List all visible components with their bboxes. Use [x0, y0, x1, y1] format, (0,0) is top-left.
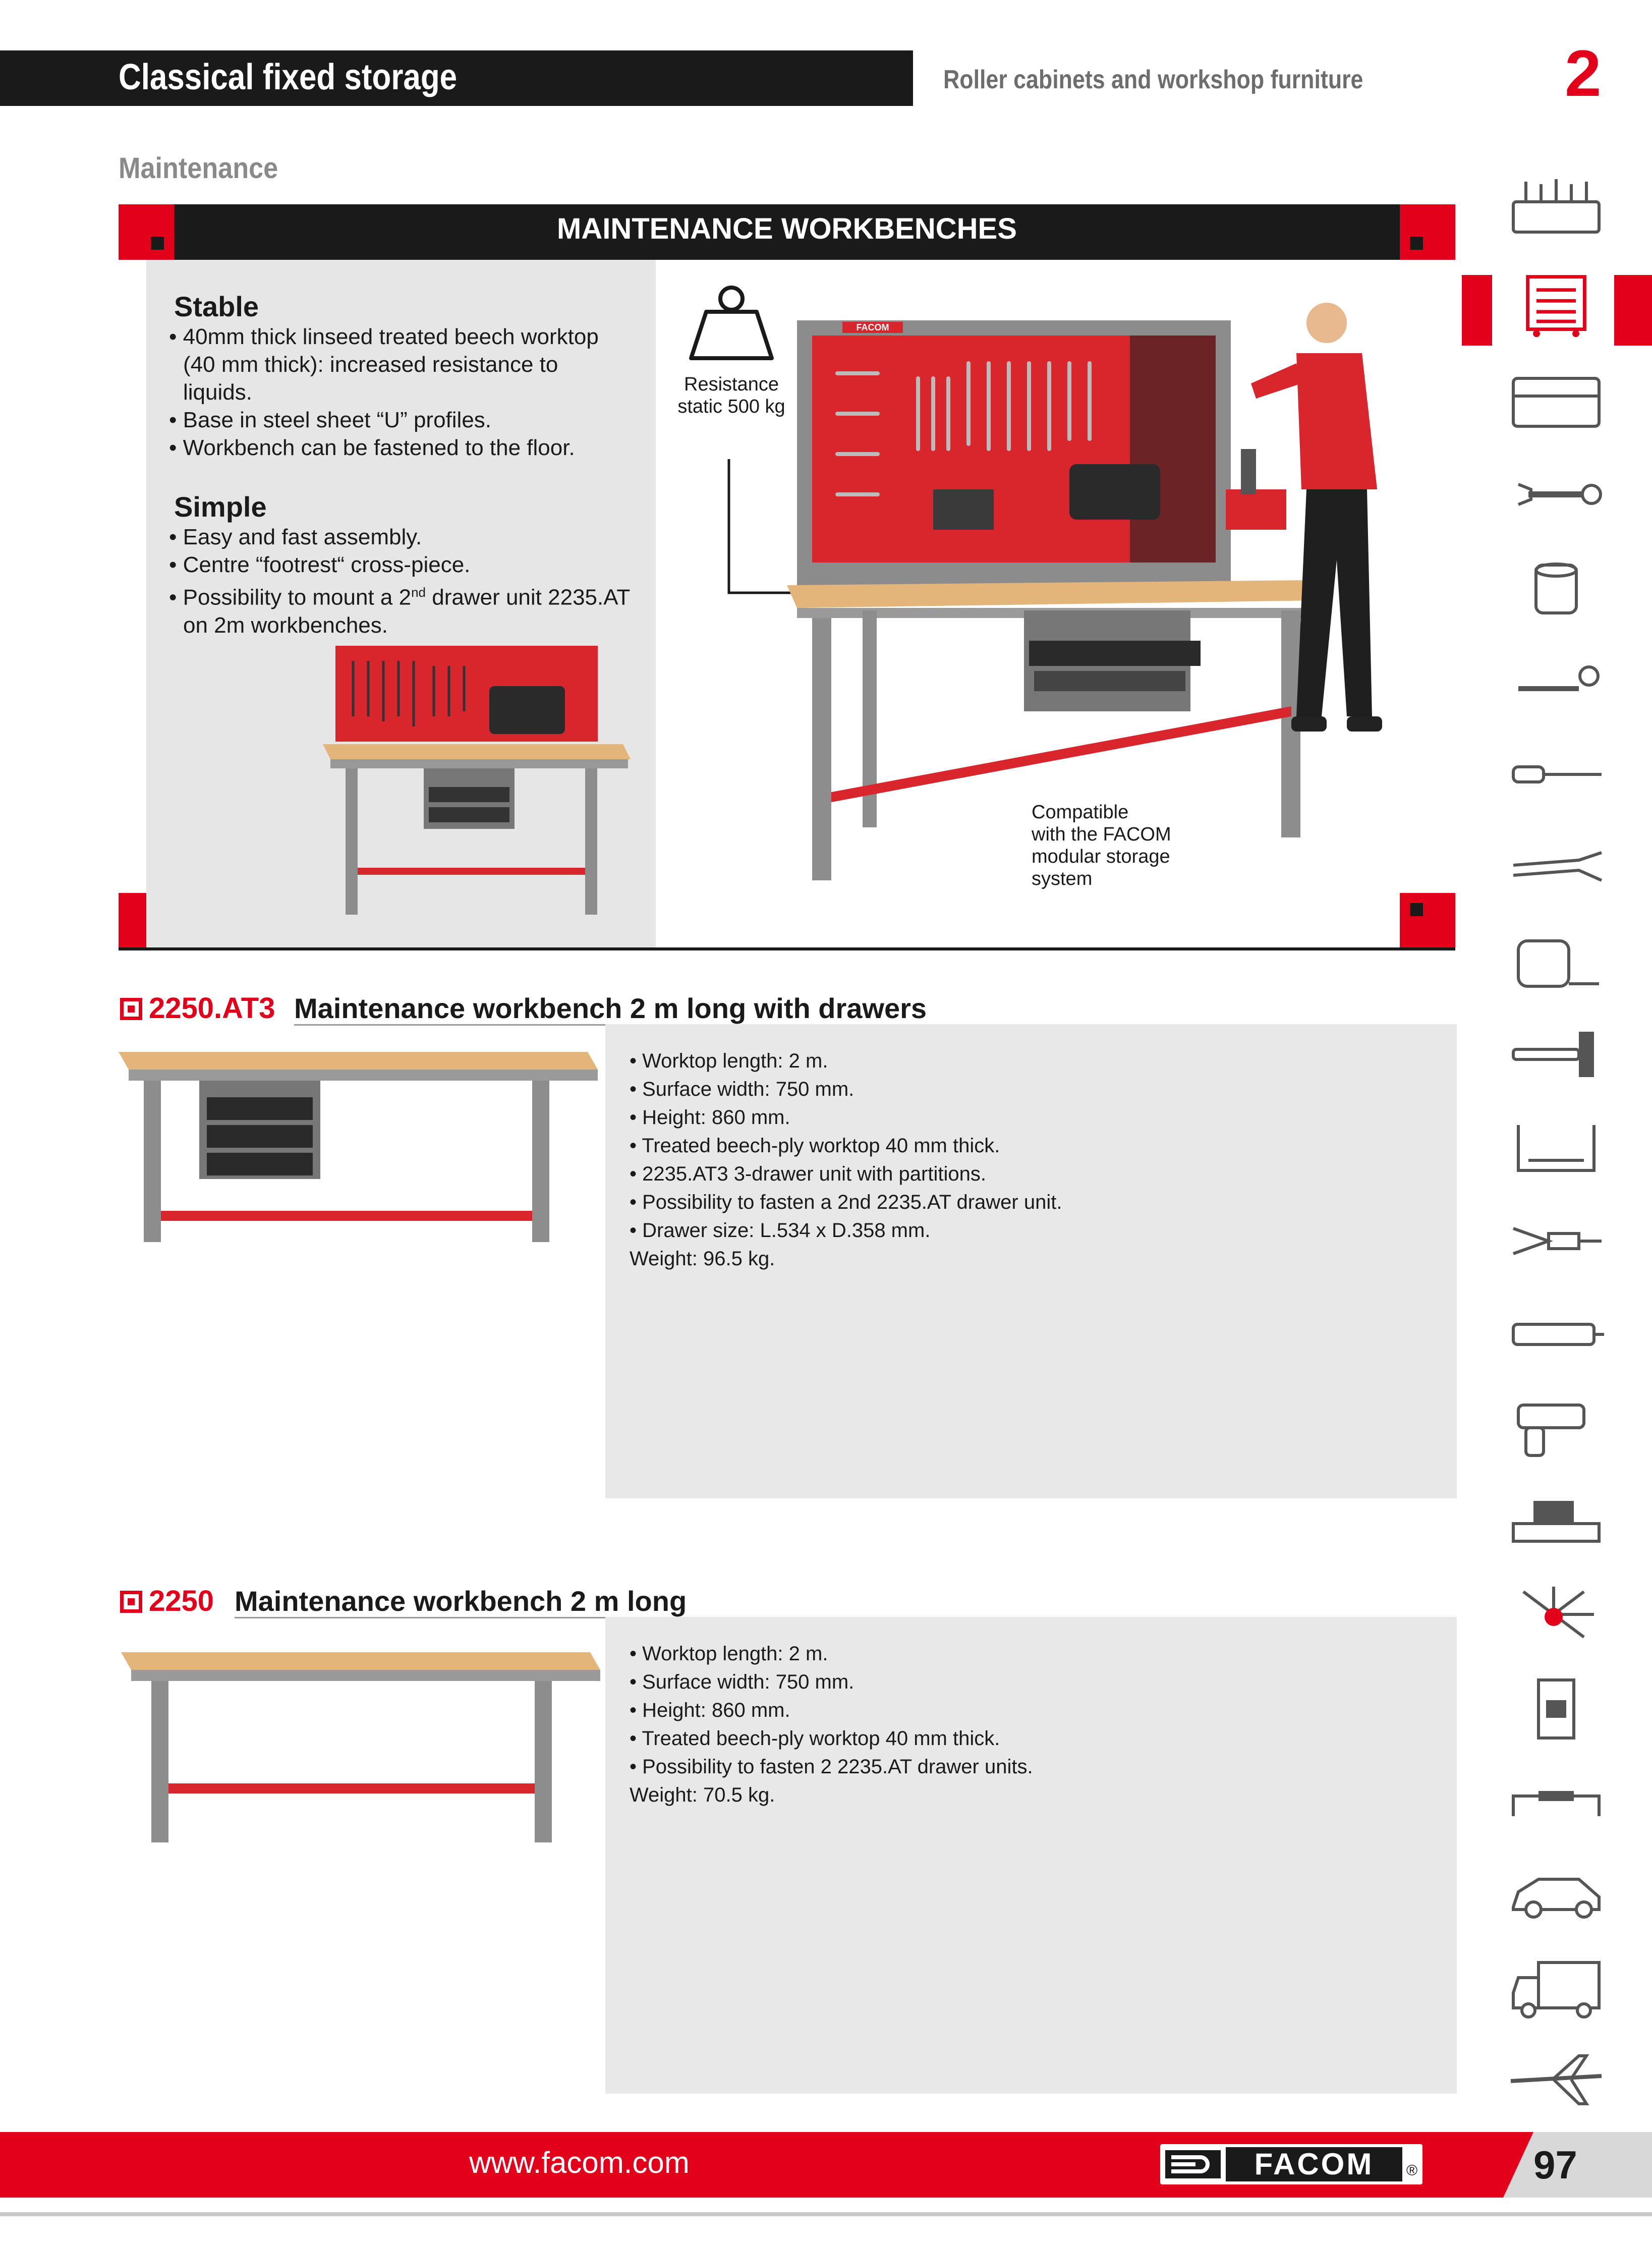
side-marker [1614, 275, 1652, 346]
product-bullet-icon [120, 1591, 142, 1613]
product-image-2250 [116, 1647, 600, 1849]
spec-item: Weight: 96.5 kg. [630, 1248, 775, 1270]
hacksaw-icon[interactable] [1503, 1115, 1609, 1181]
simple-heading: Simple [174, 491, 267, 523]
product-ref: 2250 [149, 1585, 214, 1617]
simple-list [169, 523, 633, 639]
product-bullet-icon [120, 998, 142, 1020]
list-item: • Base in steel sheet “U” profiles. [169, 408, 492, 432]
page-subtitle: Roller cabinets and workshop furniture [943, 65, 1363, 94]
spec-item: • Height: 860 mm. [630, 1699, 790, 1721]
truck-icon[interactable] [1503, 1955, 1609, 2021]
spec-item: • Possibility to fasten 2 2235.AT drawer units. [630, 1756, 1033, 1778]
impact-wrench-icon[interactable] [1503, 1395, 1609, 1461]
facom-wordmark: FACOM [1226, 2147, 1402, 2181]
registered-mark: ® [1406, 2162, 1418, 2179]
spec-item: • Treated beech-ply worktop 40 mm thick. [630, 1727, 1000, 1750]
weight-icon [686, 283, 777, 373]
product-image-2250-at3 [113, 1047, 598, 1249]
spec-item: • Treated beech-ply worktop 40 mm thick. [630, 1135, 1000, 1157]
spec-item: • Height: 860 mm. [630, 1106, 790, 1129]
stable-list [169, 323, 633, 462]
panel-brand-label: FACOM [856, 322, 889, 332]
stable-heading: Stable [174, 291, 259, 322]
list-item: • Easy and fast assembly. [169, 525, 422, 549]
ratchet-icon[interactable] [1503, 648, 1609, 714]
side-marker [1462, 275, 1492, 346]
spec-item: • Surface width: 750 mm. [630, 1671, 855, 1693]
toolbox-icon[interactable] [1503, 174, 1609, 240]
feature-bottom-rule [119, 947, 1455, 950]
small-workbench-image [323, 641, 646, 923]
spec-item: • Worktop length: 2 m. [630, 1643, 828, 1665]
plane-icon[interactable] [1503, 2048, 1609, 2114]
section-label: Maintenance [119, 152, 278, 185]
wrench-icon[interactable] [1503, 462, 1609, 527]
safety-icon[interactable] [1503, 1582, 1609, 1647]
spec-item: • Surface width: 750 mm. [630, 1078, 855, 1100]
socket-icon[interactable] [1503, 555, 1609, 621]
facom-logo-mark-icon [1165, 2150, 1221, 2178]
product-title: Maintenance workbench 2 m long with drawers [294, 992, 927, 1024]
page-number: 97 [1533, 2143, 1577, 2187]
page-title: Classical fixed storage [119, 57, 458, 97]
spec-item: • 2235.AT3 3-drawer unit with partitions. [630, 1163, 986, 1185]
roller-cabinet-icon[interactable] [1503, 272, 1609, 338]
corner-mark [119, 204, 174, 260]
tool-storage-icon[interactable] [1503, 368, 1609, 434]
spec-item: • Drawer size: L.534 x D.358 mm. [630, 1219, 931, 1242]
product-title: Maintenance workbench 2 m long [235, 1585, 687, 1617]
puller-icon[interactable] [1503, 1208, 1609, 1274]
tape-measure-icon[interactable] [1503, 928, 1609, 994]
list-item: • Possibility to mount a 2nd drawer unit 2235.AT on 2m workbenches. [169, 585, 630, 638]
spec-item: • Worktop length: 2 m. [630, 1050, 828, 1072]
tester-icon[interactable] [1503, 1302, 1609, 1367]
corner-mark [1400, 893, 1455, 948]
screwdriver-icon[interactable] [1503, 742, 1609, 807]
spec-list [630, 1640, 1427, 1809]
corner-mark [1400, 204, 1455, 260]
car-icon[interactable] [1503, 1862, 1609, 1927]
footer-rule [0, 2212, 1652, 2216]
feature-title: MAINTENANCE WORKBENCHES [557, 212, 1017, 245]
spec-item: Weight: 70.5 kg. [630, 1784, 775, 1806]
list-item: • Workbench can be fastened to the floor. [169, 435, 575, 460]
facom-logo [1160, 2144, 1422, 2184]
footer-url-link[interactable]: www.facom.com [469, 2146, 690, 2179]
list-item: • 40mm thick linseed treated beech worktop (40 mm thick): increased resistance to liquids. [169, 324, 599, 405]
chapter-number: 2 [1565, 36, 1602, 110]
vice-icon[interactable] [1503, 1488, 1609, 1554]
pliers-icon[interactable] [1503, 835, 1609, 901]
resistance-callout: Resistance static 500 kg [677, 374, 785, 417]
electrical-icon[interactable] [1503, 1675, 1609, 1741]
list-item: • Centre “footrest“ cross-piece. [169, 552, 471, 577]
product-ref: 2250.AT3 [149, 992, 275, 1025]
compatible-callout: Compatible with the FACOM modular storage system [1032, 802, 1171, 889]
hammer-icon[interactable] [1503, 1022, 1609, 1087]
spec-list [630, 1047, 1427, 1273]
spec-item: • Possibility to fasten a 2nd 2235.AT drawer unit. [630, 1191, 1062, 1213]
handle-icon[interactable] [1503, 1768, 1609, 1834]
